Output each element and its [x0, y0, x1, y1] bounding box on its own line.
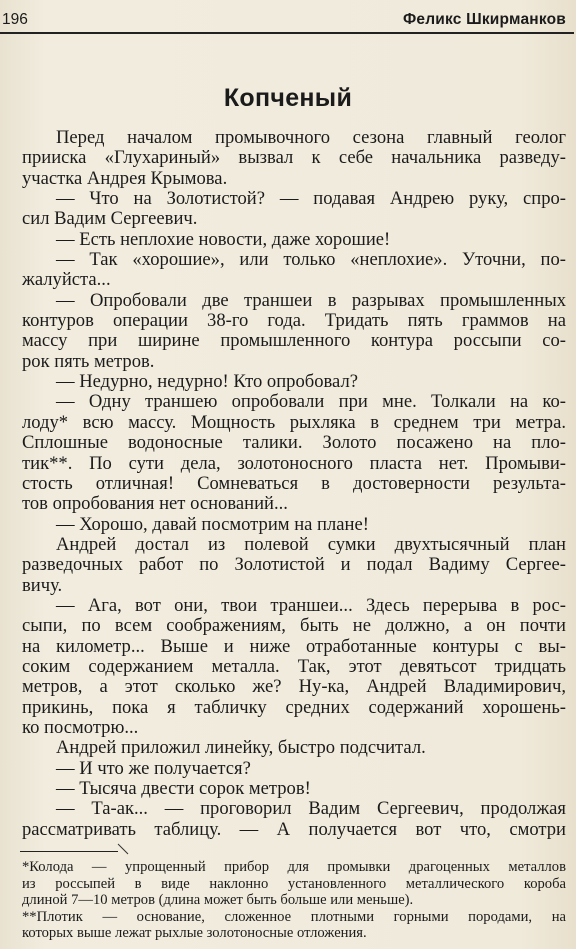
- text-line: Андрей приложил линейку, быстро подсчитал.: [56, 737, 426, 759]
- text-line: ко посмотрю...: [22, 716, 139, 738]
- page-number: 196: [2, 11, 28, 28]
- text-line: лоду* всю массу. Мощность рыхляка в среднем три метра.: [22, 411, 566, 433]
- text-line: — Одну траншею опробовали при мне. Толкали на ко-: [56, 391, 566, 413]
- text-line: разведочных работ по Золотистой и подал Вадиму Сергее-: [22, 554, 566, 576]
- text-line: Сплошные водоносные талики. Золото посажено на пло-: [22, 432, 566, 454]
- text-line: — Есть неплохие новости, даже хорошие!: [56, 228, 391, 250]
- text-line: сыпи, по всем соображениям, быть не должно, а он почти: [22, 615, 566, 637]
- page-scratch-mark: [116, 842, 130, 856]
- text-line: Перед началом промывочного сезона главный геолог: [56, 127, 566, 148]
- text-line: жалуйста...: [22, 269, 111, 291]
- footnote-line: длиной 7—10 метров (длина может быть больше или меньше).: [22, 892, 414, 908]
- text-line: — Ага, вот они, твои траншеи... Здесь перерыва в рос-: [56, 594, 566, 616]
- text-line: рассматривать таблицу. — А получается вот что, смотри: [22, 818, 566, 840]
- text-line: — Хорошо, давай посмотрим на плане!: [56, 513, 369, 535]
- text-line: тов опробования нет оснований...: [22, 493, 288, 515]
- text-line: тик**. По сути дела, золотоносного пласта нет. Промыви-: [22, 452, 566, 474]
- text-line: — Недурно, недурно! Кто опробовал?: [56, 371, 358, 393]
- header-rule: [0, 32, 574, 34]
- text-line: соким содержанием металла. Так, этот девятьсот тридцать: [22, 655, 566, 677]
- text-line: Андрей достал из полевой сумки двухтысячный план: [56, 533, 566, 555]
- text-line: прикинь, пока я табличку средних содержаний хорошень-: [22, 696, 566, 718]
- text-line: стость отличная! Сомневаться в достоверности результа-: [22, 472, 566, 494]
- text-line: прииска «Глухариный» вызвал к себе начальника разведу-: [22, 147, 566, 169]
- text-line: — И что же получается?: [56, 757, 251, 779]
- text-line: рок пять метров.: [22, 350, 155, 372]
- footnotes: [22, 859, 566, 942]
- running-header: [0, 7, 576, 33]
- footnote-line: *Колода — упрощенный прибор для промывки драгоценных металлов: [22, 859, 566, 875]
- text-line: на километр... Выше и ниже отработанные контуры с вы-: [22, 635, 566, 657]
- text-line: вичу.: [22, 574, 63, 596]
- footnote-rule: [20, 851, 118, 852]
- running-author: Феликс Шкирманков: [402, 11, 566, 28]
- text-line: метров, а этот сколько же? Ну-ка, Андрей Владимирович,: [22, 676, 566, 698]
- text-line: сил Вадим Сергеевич.: [22, 208, 198, 230]
- footnote-line: из россыпей в виде наклонно установленного металлического короба: [22, 875, 566, 892]
- footnote-line: которых выше лежат рыхлые золотоносные отложения.: [22, 925, 367, 941]
- text-line: — Что на Золотистой? — подавая Андрею руку, спро-: [56, 188, 566, 210]
- text-line: — Тысяча двести сорок метров!: [56, 778, 311, 799]
- text-line: участка Андрея Крымова.: [22, 167, 228, 189]
- text-line: — Опробовали две траншеи в разрывах промышленных: [56, 289, 566, 311]
- footnote-line: **Плотик — основание, сложенное плотными горными породами, на: [22, 908, 566, 925]
- text-line: — Та-ак... — проговорил Вадим Сергеевич, продолжая: [56, 798, 566, 820]
- body-text: [22, 128, 566, 840]
- text-line: массу при ширине промышленного контура россыпи со-: [22, 330, 566, 352]
- text-line: контуров операции 38-го года. Тридать пять граммов на: [22, 310, 566, 332]
- chapter-title: Копченый: [223, 84, 353, 112]
- text-line: — Так «хорошие», или только «неплохие». Уточни, по-: [56, 249, 566, 271]
